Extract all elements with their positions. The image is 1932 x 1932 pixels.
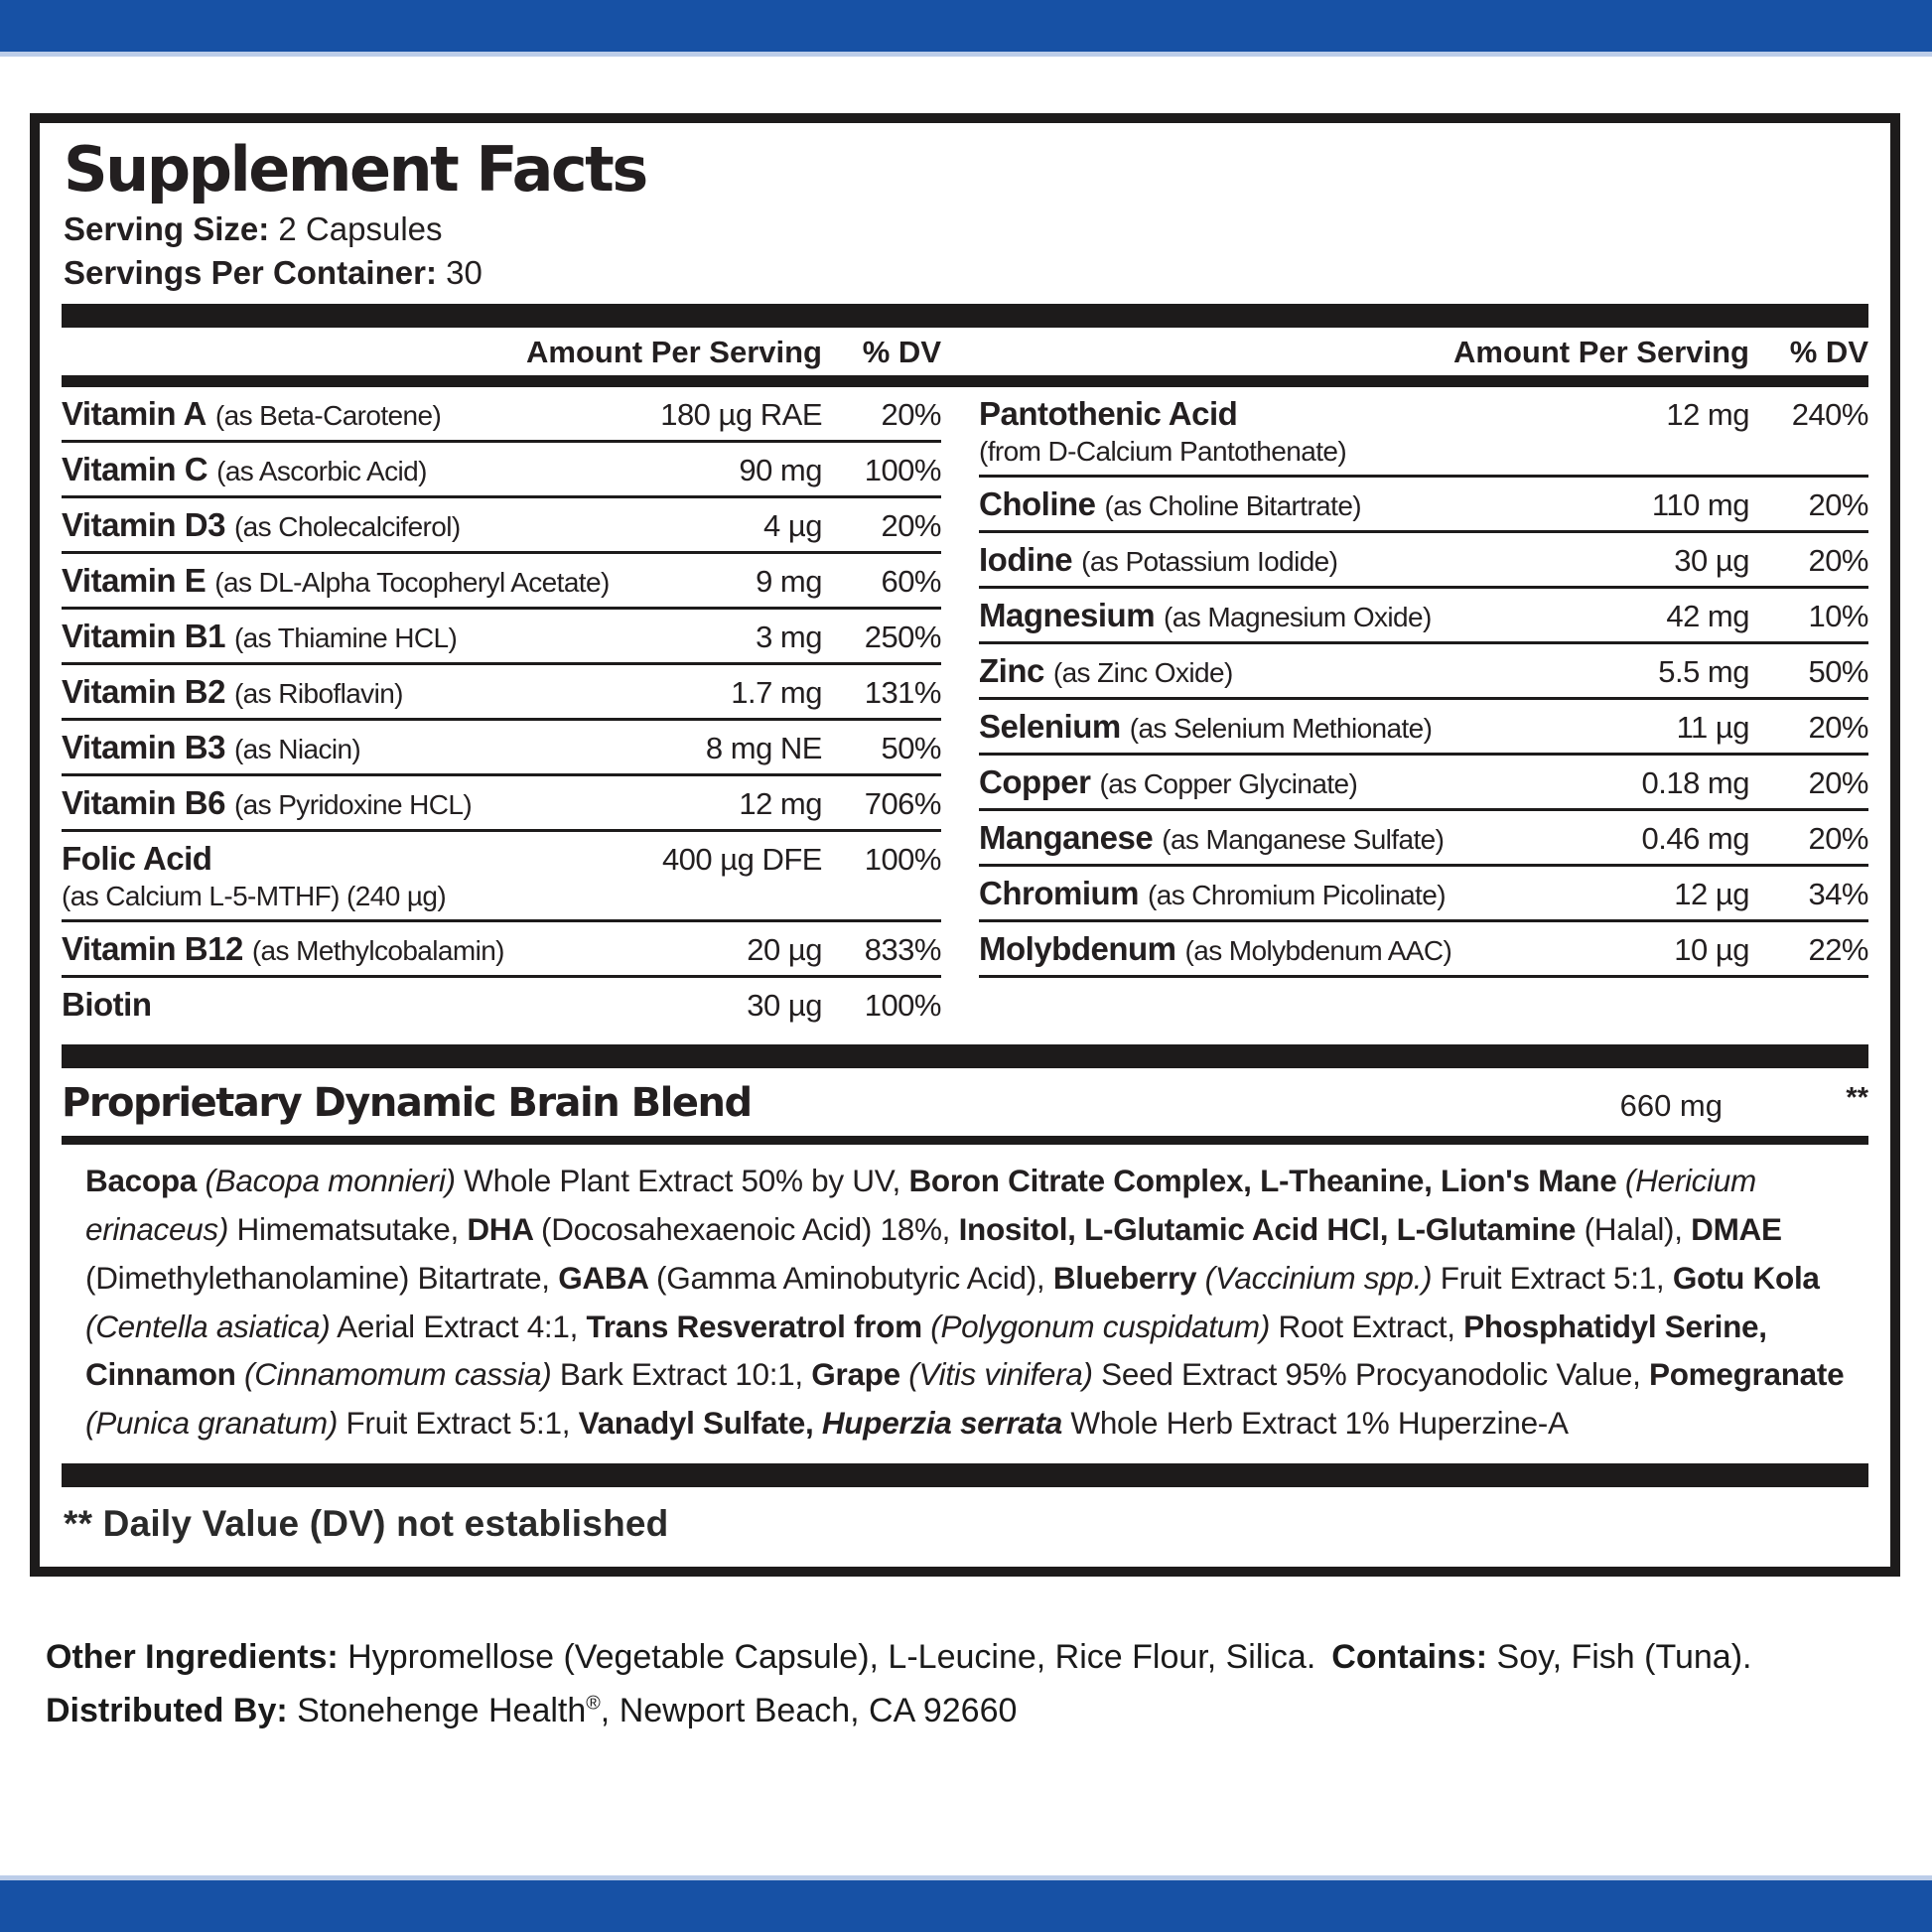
nutrient-dv: 60% — [881, 564, 941, 600]
nutrient-row — [62, 665, 941, 721]
blend-ingredient-segment: Whole Herb Extract 1% Huperzine-A — [1061, 1405, 1569, 1442]
nutrient-dv: 20% — [1808, 710, 1868, 746]
nutrient-name: Copper — [979, 763, 1091, 801]
nutrient-form-line2: (from D-Calcium Pantothenate) — [979, 436, 1347, 468]
nutrient-row — [62, 721, 941, 776]
blend-ingredient-segment: Trans Resveratrol from — [586, 1308, 931, 1344]
nutrient-row — [62, 776, 941, 832]
contains-label: Contains: — [1331, 1638, 1488, 1677]
amount-per-serving-header: Amount Per Serving — [1453, 335, 1749, 370]
nutrient-name: Choline — [979, 485, 1096, 523]
blend-ingredient-segment: (Centella asiatica) — [85, 1308, 331, 1344]
nutrient-name: Pantothenic Acid — [979, 395, 1238, 433]
nutrient-dv: 50% — [881, 731, 941, 766]
blend-ingredient-segment: (Docosahexaenoic Acid) 18%, — [541, 1211, 959, 1247]
nutrient-amount: 20 µg — [747, 932, 822, 968]
nutrient-amount: 1.7 mg — [731, 675, 822, 711]
nutrient-table — [62, 387, 1868, 1031]
nutrient-amount: 180 µg RAE — [660, 397, 822, 433]
blend-ingredient-segment: (Hericium erinaceus) — [85, 1163, 1756, 1247]
nutrient-name: Vitamin B12 — [62, 930, 243, 968]
nutrient-form: (as Copper Glycinate) — [1099, 768, 1358, 800]
blend-ingredient-segment: (Dimethylethanolamine) Bitartrate, — [85, 1259, 559, 1296]
nutrient-row — [979, 922, 1868, 978]
column-headers — [62, 335, 1868, 370]
distributor-name: Stonehenge Health — [287, 1692, 587, 1730]
nutrient-dv: 706% — [864, 786, 941, 822]
nutrient-dv: 131% — [864, 675, 941, 711]
other-ingredients-line — [46, 1630, 1898, 1684]
blend-ingredient-segment: (Cinnamomum cassia) — [244, 1356, 552, 1393]
blend-amount: 660 mg — [1619, 1088, 1723, 1124]
nutrient-form-line2: (as Calcium L-5-MTHF) (240 µg) — [62, 881, 447, 912]
top-brand-bar — [0, 0, 1932, 57]
nutrient-form: (as Niacin) — [233, 734, 361, 765]
percent-dv-header: % DV — [862, 335, 941, 370]
servings-per-container-value: 30 — [446, 253, 483, 291]
nutrient-form: (as Molybdenum AAC) — [1184, 935, 1452, 967]
nutrient-row — [62, 387, 941, 443]
column-header-right — [979, 335, 1868, 370]
nutrient-dv: 240% — [1791, 397, 1868, 433]
blend-ingredient-segment: (Gamma Aminobutyric Acid), — [656, 1259, 1053, 1296]
blend-ingredient-segment: Bacopa — [85, 1163, 206, 1199]
nutrient-form: (as Potassium Iodide) — [1081, 546, 1338, 578]
nutrient-name: Vitamin C — [62, 451, 208, 488]
nutrient-dv: 100% — [864, 988, 941, 1024]
nutrient-form: (as Thiamine HCL) — [233, 622, 458, 654]
nutrient-form: (as Magnesium Oxide) — [1164, 602, 1432, 633]
nutrient-name: Biotin — [62, 986, 152, 1024]
nutrient-row — [979, 700, 1868, 756]
nutrient-row — [62, 443, 941, 498]
nutrient-amount: 4 µg — [763, 508, 822, 544]
nutrient-name: Vitamin B6 — [62, 784, 225, 822]
proprietary-blend-header — [62, 1068, 1868, 1136]
blend-ingredient-segment: DMAE — [1691, 1211, 1782, 1247]
nutrient-dv: 20% — [881, 397, 941, 433]
blend-ingredient-segment: Bark Extract 10:1, — [551, 1356, 812, 1393]
nutrient-amount: 0.46 mg — [1641, 821, 1749, 857]
nutrient-dv: 100% — [864, 453, 941, 488]
nutrient-row — [62, 610, 941, 665]
nutrient-form: (as Ascorbic Acid) — [216, 456, 427, 487]
nutrient-form: (as Chromium Picolinate) — [1148, 880, 1446, 911]
bottom-brand-bar — [0, 1875, 1932, 1932]
nutrient-form: (as Manganese Sulfate) — [1162, 824, 1445, 856]
nutrient-dv: 20% — [1808, 765, 1868, 801]
nutrient-dv: 20% — [881, 508, 941, 544]
nutrient-dv: 20% — [1808, 543, 1868, 579]
nutrient-form: (as Selenium Methionate) — [1129, 713, 1433, 745]
blend-ingredient-segment: Fruit Extract 5:1, — [338, 1405, 579, 1442]
divider-bar-thick — [62, 1463, 1868, 1487]
column-header-left — [62, 335, 941, 370]
nutrient-row — [979, 589, 1868, 644]
nutrient-name: Vitamin A — [62, 395, 207, 433]
nutrient-row — [62, 554, 941, 610]
nutrient-form: (as Zinc Oxide) — [1052, 657, 1233, 689]
blend-ingredient-segment: GABA — [558, 1259, 657, 1296]
blend-ingredient-segment: Fruit Extract 5:1, — [1432, 1259, 1673, 1296]
registered-trademark-symbol: ® — [586, 1693, 601, 1716]
nutrient-name: Vitamin D3 — [62, 506, 225, 544]
blend-ingredient-segment: Pomegranate — [1649, 1356, 1845, 1393]
distributed-by-line — [46, 1684, 1898, 1737]
panel-title: Supplement Facts — [64, 133, 646, 206]
nutrient-dv: 20% — [1808, 821, 1868, 857]
divider-bar-thick — [62, 304, 1868, 328]
blend-ingredient-segment: Aerial Extract 4:1, — [330, 1308, 587, 1344]
nutrient-form: (as Pyridoxine HCL) — [233, 789, 473, 821]
nutrient-row — [979, 478, 1868, 533]
nutrient-amount: 3 mg — [756, 620, 822, 655]
servings-per-container-label: Servings Per Container: — [64, 253, 437, 291]
contains-text: Soy, Fish (Tuna). — [1487, 1638, 1752, 1677]
nutrient-row — [979, 533, 1868, 589]
blend-ingredient-segment: Vanadyl Sulfate, — [578, 1405, 822, 1442]
nutrient-name: Manganese — [979, 819, 1154, 857]
nutrient-form: (as Riboflavin) — [233, 678, 403, 710]
nutrient-name: Magnesium — [979, 597, 1156, 634]
nutrient-form: (as Methylcobalamin) — [251, 935, 504, 967]
nutrient-dv: 250% — [864, 620, 941, 655]
nutrient-name: Vitamin B3 — [62, 729, 225, 766]
nutrient-dv: 22% — [1808, 932, 1868, 968]
nutrient-amount: 12 mg — [1666, 397, 1749, 433]
blend-ingredient-segment: (Polygonum cuspidatum) — [930, 1308, 1271, 1344]
nutrient-amount: 42 mg — [1666, 599, 1749, 634]
nutrient-row — [979, 756, 1868, 811]
nutrient-name: Vitamin B1 — [62, 618, 225, 655]
nutrient-dv: 50% — [1808, 654, 1868, 690]
nutrient-form: (as Beta-Carotene) — [214, 400, 442, 432]
nutrient-dv: 100% — [864, 842, 941, 878]
supplement-facts-panel — [30, 113, 1900, 1577]
nutrient-dv: 10% — [1808, 599, 1868, 634]
nutrient-amount: 110 mg — [1651, 487, 1749, 523]
footnote-asterisks: ** — [64, 1503, 93, 1545]
daily-value-footnote — [62, 1487, 1868, 1549]
label-footer — [46, 1630, 1898, 1738]
nutrient-row — [979, 867, 1868, 922]
nutrient-name: Folic Acid — [62, 840, 212, 878]
blend-ingredient-segment: DHA — [467, 1211, 541, 1247]
distributor-address: , Newport Beach, CA 92660 — [600, 1692, 1018, 1730]
blend-dv-asterisks: ** — [1846, 1082, 1868, 1115]
nutrient-row — [62, 832, 941, 922]
nutrient-name: Iodine — [979, 541, 1073, 579]
nutrient-dv: 20% — [1808, 487, 1868, 523]
nutrient-amount: 10 µg — [1674, 932, 1749, 968]
nutrient-amount: 11 µg — [1676, 710, 1749, 746]
nutrient-row — [62, 498, 941, 554]
nutrient-dv: 833% — [864, 932, 941, 968]
nutrient-form: (as Choline Bitartrate) — [1104, 490, 1362, 522]
serving-size-value: 2 Capsules — [278, 210, 443, 248]
blend-ingredient-segment: Grape — [811, 1356, 909, 1393]
blend-ingredient-segment: Phosphatidyl Serine, Cinnamon — [85, 1308, 1767, 1393]
percent-dv-header: % DV — [1789, 335, 1868, 370]
nutrient-name: Chromium — [979, 875, 1139, 912]
blend-ingredient-segment: Boron Citrate Complex, L-Theanine, Lion's Mane — [908, 1163, 1625, 1199]
nutrient-amount: 12 mg — [739, 786, 822, 822]
nutrient-row — [979, 811, 1868, 867]
blend-ingredient-segment: (Halal), — [1584, 1211, 1692, 1247]
nutrient-name: Vitamin B2 — [62, 673, 225, 711]
serving-size-line — [64, 207, 1868, 251]
blend-ingredient-segment: (Bacopa monnieri) — [205, 1163, 456, 1199]
nutrient-column-left — [62, 387, 941, 1031]
nutrient-row — [979, 644, 1868, 700]
blend-ingredients-paragraph — [62, 1145, 1868, 1463]
amount-per-serving-header: Amount Per Serving — [526, 335, 822, 370]
blend-ingredient-segment: Huperzia serrata — [821, 1405, 1062, 1442]
nutrient-name: Selenium — [979, 708, 1121, 746]
footnote-text: Daily Value (DV) not established — [92, 1503, 669, 1545]
blend-ingredient-segment: Himematsutake, — [228, 1211, 468, 1247]
blend-ingredient-segment: (Punica granatum) — [85, 1405, 339, 1442]
serving-size-label: Serving Size: — [64, 210, 270, 248]
blend-ingredient-segment: (Vitis vinifera) — [908, 1356, 1093, 1393]
divider-bar-thin — [62, 1136, 1868, 1145]
nutrient-amount: 9 mg — [756, 564, 822, 600]
servings-per-container-line — [64, 251, 1868, 295]
nutrient-row — [62, 922, 941, 978]
nutrient-amount: 8 mg NE — [705, 731, 822, 766]
blend-title: Proprietary Dynamic Brain Blend — [62, 1080, 752, 1127]
distributed-by-label: Distributed By: — [46, 1692, 288, 1730]
nutrient-column-right — [979, 387, 1868, 978]
blend-ingredient-segment: (Vaccinium spp.) — [1204, 1259, 1433, 1296]
nutrient-row — [62, 978, 941, 1031]
blend-ingredient-segment: Seed Extract 95% Procyanodolic Value, — [1092, 1356, 1650, 1393]
nutrient-amount: 0.18 mg — [1641, 765, 1749, 801]
blend-ingredient-segment: Whole Plant Extract 50% by UV, — [455, 1163, 909, 1199]
divider-bar-thick — [62, 1044, 1868, 1068]
other-ingredients-text: Hypromellose (Vegetable Capsule), L-Leucine, Rice Flour, Silica. — [338, 1638, 1316, 1677]
nutrient-dv: 34% — [1808, 877, 1868, 912]
divider-bar-medium — [62, 375, 1868, 387]
nutrient-amount: 12 µg — [1674, 877, 1749, 912]
nutrient-amount: 5.5 mg — [1658, 654, 1749, 690]
nutrient-name: Vitamin E — [62, 562, 207, 600]
blend-ingredient-segment: Gotu Kola — [1672, 1259, 1820, 1296]
blend-ingredient-segment: Inositol, L-Glutamic Acid HCl, L-Glutamine — [958, 1211, 1585, 1247]
nutrient-row — [979, 387, 1868, 478]
nutrient-amount: 30 µg — [747, 988, 822, 1024]
nutrient-amount: 30 µg — [1674, 543, 1749, 579]
blend-ingredient-segment: Blueberry — [1052, 1259, 1205, 1296]
blend-ingredient-segment: Root Extract, — [1270, 1308, 1464, 1344]
other-ingredients-label: Other Ingredients: — [46, 1638, 339, 1677]
nutrient-form: (as DL-Alpha Tocopheryl Acetate) — [214, 567, 610, 599]
nutrient-amount: 400 µg DFE — [661, 842, 822, 878]
nutrient-name: Zinc — [979, 652, 1044, 690]
nutrient-amount: 90 mg — [739, 453, 822, 488]
nutrient-name: Molybdenum — [979, 930, 1176, 968]
nutrient-form: (as Cholecalciferol) — [233, 511, 461, 543]
